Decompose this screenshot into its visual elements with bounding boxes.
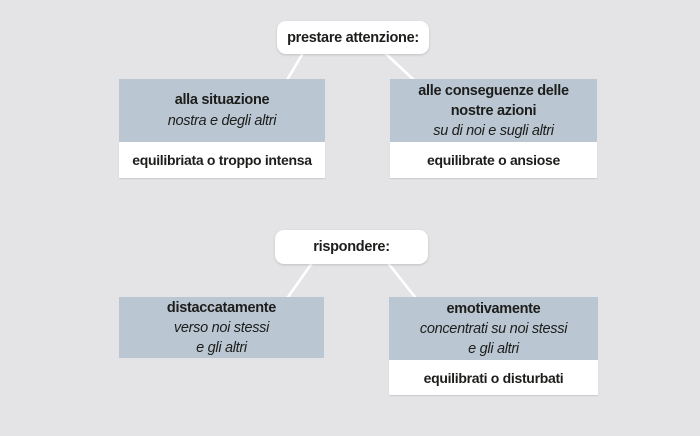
node-title: distaccatamente: [166, 299, 277, 316]
node-subtitle-line2: e gli altri: [468, 340, 519, 357]
node-subtitle-line1: verso noi stessi: [173, 319, 270, 336]
connector-attenzione-left: [287, 53, 303, 80]
root-bubble-rispondere: rispondere:: [275, 230, 428, 264]
root-bubble-prestare-attenzione: prestare attenzione:: [277, 21, 429, 54]
node-title-line1: alle conseguenze delle: [418, 82, 569, 99]
node-title: alla situazione: [174, 91, 270, 108]
node-distaccatamente: [119, 297, 324, 358]
node-subtitle: nostra e degli altri: [167, 112, 277, 129]
node-title: emotivamente: [446, 300, 541, 317]
node-subtitle-line2: e gli altri: [196, 339, 247, 356]
node-title-line2: nostre azioni: [450, 102, 537, 119]
node-subtitle-line1: concentrati su noi stessi: [419, 320, 568, 337]
node-emotivamente: [389, 297, 598, 360]
connector-rispondere-left: [288, 263, 312, 297]
connector-attenzione-right: [385, 53, 414, 80]
outcome-conseguenze: equilibrate o ansiose: [390, 142, 597, 178]
node-alle-conseguenze: [390, 79, 597, 142]
outcome-situazione: equilibriata o troppo intensa: [119, 142, 325, 178]
node-alla-situazione: [119, 79, 325, 142]
outcome-emotivamente: equilibrati o disturbati: [389, 360, 598, 395]
node-subtitle: su di noi e sugli altri: [433, 122, 554, 139]
connector-rispondere-right: [388, 263, 415, 297]
